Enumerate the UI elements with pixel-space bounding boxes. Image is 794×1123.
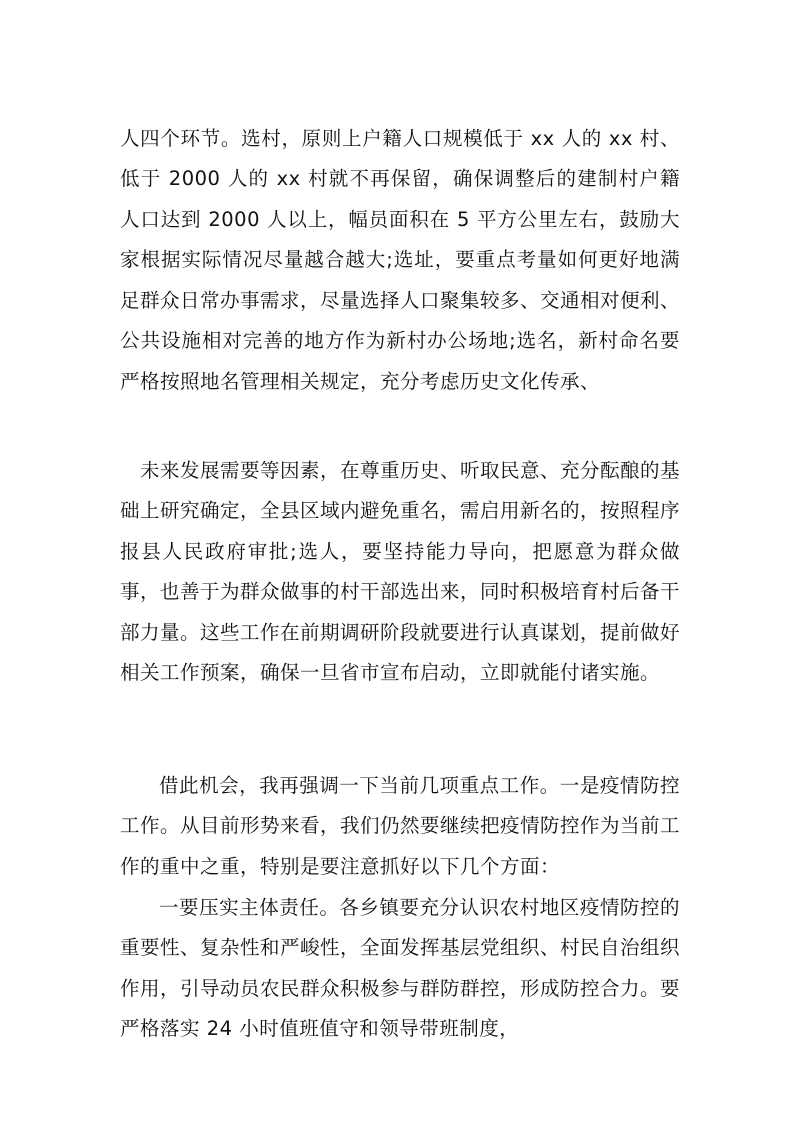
paragraph-2: 未来发展需要等因素，在尊重历史、听取民意、充分酝酿的基础上研究确定，全县区域内避免重名，需启用新名的，按照程序报县人民政府审批;选人，要坚持能力导向，把愿意为群众做事，也善于为群众做事的村干部选出来，同时积极培育村后备干部力量。这些工作在前期调研阶段就要进行认真谋划，提前做好相关工作预案，确保一旦省市宣布启动，立即就能付诸实施。	[120, 458, 681, 684]
paragraph-1: 人四个环节。选村，原则上户籍人口规模低于 xx 人的 xx 村、低于 2000 人的 xx 村就不再保留，确保调整后的建制村户籍人口达到 2000 人以上，幅员面积在 5 平方公里左右，鼓励大家根据实际情况尽量越合越大;选址，要重点考量如何更好地满足群众日常办事需求，尽量选择人口聚集较多、交通相对便利、公共设施相对完善的地方作为新村办公场地;选名，新村命名要严格按照地名管理相关规定，充分考虑历史文化传承、	[120, 126, 681, 393]
paragraph-3: 借此机会，我再强调一下当前几项重点工作。一是疫情防控工作。从目前形势来看，我们仍然要继续把疫情防控作为当前工作的重中之重，特别是要注意抓好以下几个方面：	[120, 773, 681, 878]
paragraph-4: 一要压实主体责任。各乡镇要充分认识农村地区疫情防控的重要性、复杂性和严峻性，全面发挥基层党组织、村民自治组织作用，引导动员农民群众积极参与群防群控，形成防控合力。要严格落实 24 小时值班值守和领导带班制度，	[120, 895, 681, 1040]
